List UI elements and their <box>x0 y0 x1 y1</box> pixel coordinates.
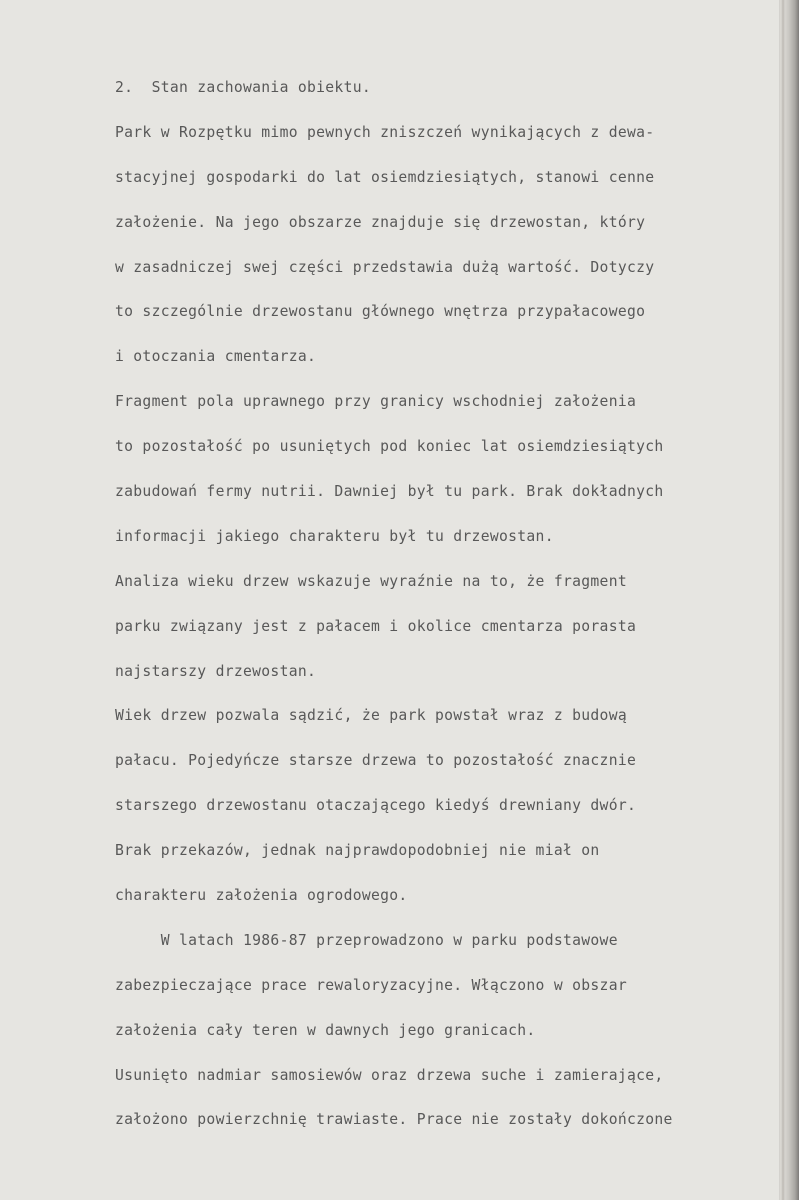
text-line: stacyjnej gospodarki do lat osiemdziesiątych, stanowi cenne <box>115 168 655 186</box>
text-line: Park w Rozpętku mimo pewnych zniszczeń wynikających z dewa- <box>115 123 655 141</box>
text-line: założenia cały teren w dawnych jego granicach. <box>115 1021 536 1039</box>
text-line: Brak przekazów, jednak najprawdopodobniej nie miał on <box>115 842 600 860</box>
text-line: i otoczania cmentarza. <box>115 348 317 366</box>
text-line: charakteru założenia ogrodowego. <box>115 887 408 905</box>
text-line: pałacu. Pojedyńcze starsze drzewa to pozostałość znacznie <box>115 752 637 770</box>
text-line: parku związany jest z pałacem i okolice cmentarza porasta <box>115 617 637 635</box>
text-line: w zasadniczej swej części przedstawia dużą wartość. Dotyczy <box>115 258 655 276</box>
text-line: założenie. Na jego obszarze znajduje się drzewostan, który <box>115 213 646 231</box>
text-line: informacji jakiego charakteru był tu drzewostan. <box>115 527 554 545</box>
text-line: Wiek drzew pozwala sądzić, że park powstał wraz z budową <box>115 707 627 725</box>
text-line: Fragment pola uprawnego przy granicy wschodniej założenia <box>115 393 637 411</box>
text-line: Usunięto nadmiar samosiewów oraz drzewa suche i zamierające, <box>115 1066 664 1084</box>
text-line: najstarszy drzewostan. <box>115 662 317 680</box>
text-line: starszego drzewostanu otaczającego kiedyś drewniany dwór. <box>115 797 637 815</box>
document-text <box>115 71 775 1148</box>
text-line: W latach 1986-87 przeprowadzono w parku podstawowe <box>115 931 618 949</box>
text-line: założono powierzchnię trawiaste. Prace nie zostały dokończone <box>115 1111 673 1129</box>
text-line: zabezpieczające prace rewaloryzacyjne. Włączono w obszar <box>115 976 627 994</box>
section-heading: 2. Stan zachowania obiektu. <box>115 79 371 96</box>
text-line: to pozostałość po usuniętych pod koniec lat osiemdziesiątych <box>115 438 664 456</box>
text-line: to szczególnie drzewostanu głównego wnętrza przypałacowego <box>115 303 646 321</box>
text-line: Analiza wieku drzew wskazuje wyraźnie na to, że fragment <box>115 572 627 590</box>
page-edge-shadow <box>779 0 799 1200</box>
text-line: zabudowań fermy nutrii. Dawniej był tu park. Brak dokładnych <box>115 483 664 501</box>
